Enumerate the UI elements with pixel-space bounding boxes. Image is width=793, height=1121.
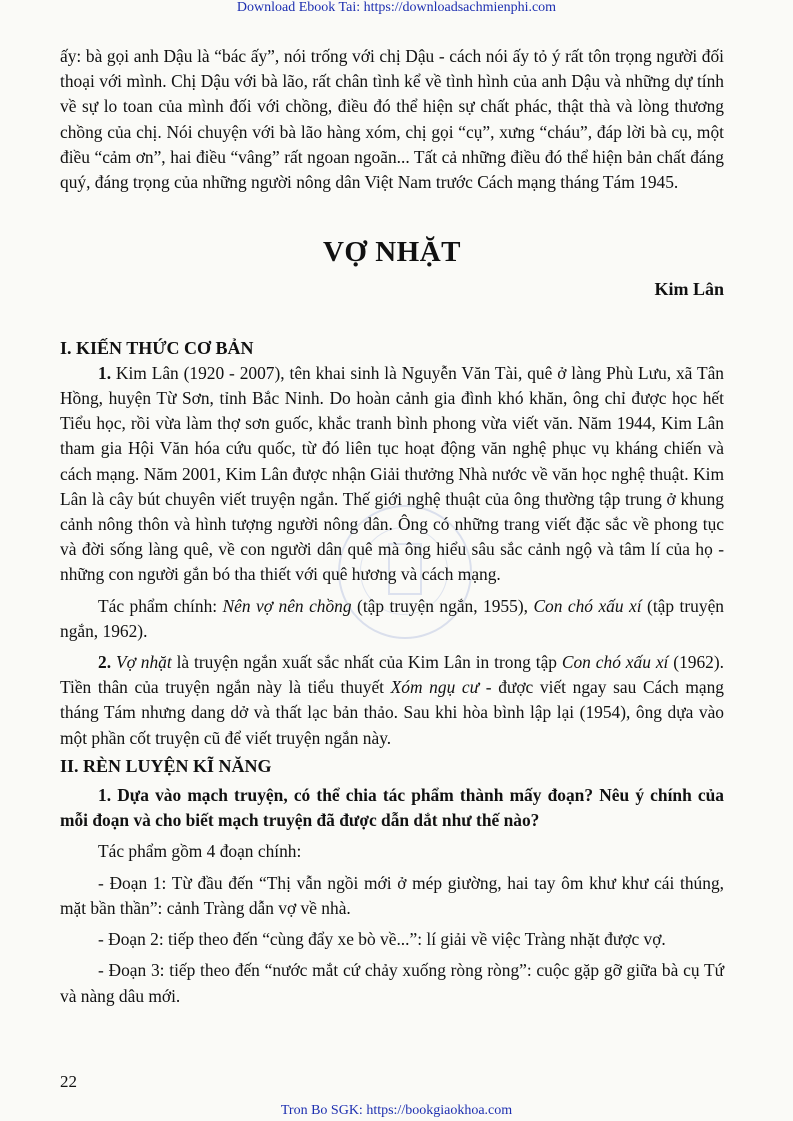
paragraph-text: (1962). Tiền thân của truyện ngắn này là tiểu thuyết — [60, 652, 724, 698]
page-number: 22 — [60, 1072, 77, 1091]
author-name: Kim Lân — [654, 279, 724, 300]
work-title-2: Con chó xấu xí — [533, 595, 642, 616]
paragraph-about-vo-nhat — [60, 650, 724, 751]
paragraph-biography — [60, 361, 724, 588]
section-heading-skills: II. RÈN LUYỆN KĨ NĂNG — [60, 755, 272, 776]
novel-title: Xóm ngụ cư — [390, 677, 480, 698]
footer-link-text[interactable]: Tron Bo SGK: https://bookgiaokhoa.com — [280, 1103, 513, 1118]
answer-item: - Đoạn 2: tiếp theo đến “cùng đẩy xe bò về...”: lí giải về việc Tràng nhặt được vợ. — [98, 929, 666, 950]
work-note-1: (tập truyện ngắn, 1955), — [351, 595, 534, 616]
answer-intro: Tác phẩm gồm 4 đoạn chính: — [98, 841, 302, 862]
paragraph-text: - được viết ngay sau Cách mạng tháng Tám nhưng dang dở và thất lạc bản thảo. Sau khi hòa bình lập lại (1954), ông dựa vào một phần cốt truyện cũ để viết truyện ngắn này. — [60, 677, 724, 748]
paragraph-text: là truyện ngắn xuất sắc nhất của Kim Lân in trong tập — [171, 652, 562, 673]
header-download-link[interactable] — [0, 0, 793, 16]
story-title: Vợ nhặt — [115, 652, 172, 673]
paragraph-number: 1. — [98, 362, 112, 383]
answer-item: - Đoạn 1: Từ đầu đến “Thị vẫn ngồi mới ở mép giường, hai tay ôm khư khư cái thúng, mặt bần thần”: cảnh Tràng dẫn vợ về nhà. — [60, 872, 724, 918]
work-title-1: Nên vợ nên chồng — [222, 595, 352, 616]
header-link-text[interactable]: Download Ebook Tai: https://downloadsachmienphi.com — [236, 0, 557, 15]
section-heading-basic-knowledge: I. KIẾN THỨC CƠ BẢN — [60, 337, 254, 358]
answer-item: - Đoạn 3: tiếp theo đến “nước mắt cứ chảy xuống ròng ròng”: cuộc gặp gỡ giữa bà cụ Tứ và nàng dâu mới. — [60, 960, 724, 1006]
paragraph-main-works — [60, 594, 724, 644]
question-1: 1. Dựa vào mạch truyện, có thể chia tác phẩm thành mấy đoạn? Nêu ý chính của mỗi đoạn và cho biết mạch truyện đã được dẫn dắt như thế nào? — [60, 785, 724, 831]
work-title: VỢ NHẶT — [322, 236, 462, 269]
footer-sgk-link[interactable] — [0, 1103, 793, 1119]
intro-paragraph: ấy: bà gọi anh Dậu là “bác ấy”, nói trống với chị Dậu - cách nói ấy tỏ ý rất tôn trọng người đối thoại với mình. Chị Dậu với bà lão, rất chân tình kể về tình hình của anh Dậu và những dự tính về sự lo toan của mình đối với chồng, điều đó thể hiện sự chất phác, thật thà và lòng thương chồng của chị. Nói chuyện với bà lão hàng xóm, chị gọi “cụ”, xưng “cháu”, đáp lời bà cụ, một điều “cảm ơn”, hai điều “vâng” rất ngoan ngoãn... Tất cả những điều đó thể hiện bản chất đáng quý, đáng trọng của những người nông dân Việt Nam trước Cách mạng tháng Tám 1945. — [60, 46, 724, 193]
biography-text: Kim Lân (1920 - 2007), tên khai sinh là Nguyễn Văn Tài, quê ở làng Phù Lưu, xã Tân Hồng, huyện Từ Sơn, tỉnh Bắc Ninh. Do hoàn cảnh gia đình khó khăn, ông chỉ được học hết Tiểu học, rồi vừa làm thợ sơn guốc, khắc tranh bình phong vừa viết văn. Năm 1944, Kim Lân tham gia Hội Văn hóa cứu quốc, từ đó liên tục hoạt động văn nghệ phục vụ kháng chiến và cách mạng. Năm 2001, Kim Lân được nhận Giải thưởng Nhà nước về văn học nghệ thuật. Kim Lân là cây bút chuyên viết truyện ngắn. Thế giới nghệ thuật của ông thường tập trung ở khung cảnh nông thôn và hình tượng người nông dân. Ông có những trang viết đặc sắc về phong tục và đời sống làng quê, về con người dân quê mà ông hiểu sâu sắc cảnh ngộ và tâm lí của họ - những con người gắn bó tha thiết với quê hương và cách mạng. — [60, 362, 724, 585]
works-intro: Tác phẩm chính: — [98, 595, 223, 616]
work-note-2: (tập truyện ngắn, 1962). — [60, 595, 724, 641]
collection-title: Con chó xấu xí — [561, 652, 669, 673]
page-content — [60, 44, 724, 1009]
paragraph-number: 2. — [98, 652, 112, 673]
